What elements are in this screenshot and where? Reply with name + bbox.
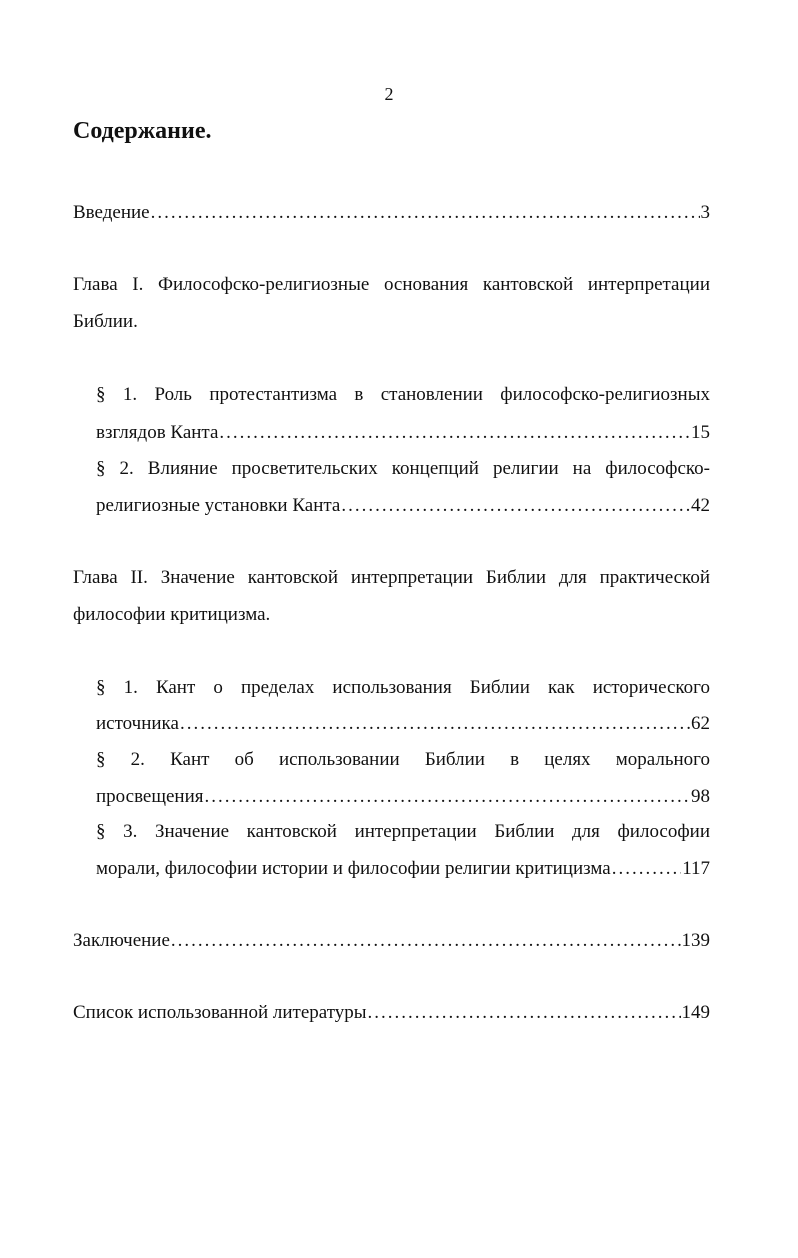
toc-entry-label: Заключение [73, 930, 170, 951]
toc-entry-ch2-s3[interactable] [96, 857, 710, 881]
toc-leader-dots [180, 712, 690, 736]
page-number: 2 [384, 84, 394, 104]
toc-entry-page: 117 [682, 858, 710, 879]
chapter-2-section-1-heading: § 1. Кант о пределах использования Библии как исторического [96, 677, 710, 698]
toc-entry-ch1-s2[interactable] [96, 494, 710, 518]
chapter-2-section-2-heading: § 2. Кант об использовании Библии в целях морального [96, 749, 710, 770]
toc-entry-label: морали, философии истории и философии религии критицизма [96, 858, 611, 879]
toc-leader-dots [341, 494, 690, 518]
toc-leader-dots [219, 421, 690, 445]
chapter-1-section-1-heading: § 1. Роль протестантизма в становлении философско-религиозных [96, 384, 710, 405]
page-title: Содержание. [73, 118, 212, 144]
toc-leader-dots [612, 857, 682, 881]
toc-entry-page: 139 [681, 930, 710, 951]
chapter-2-section-3-heading: § 3. Значение кантовской интерпретации Библии для философии [96, 821, 710, 842]
chapter-2-heading: Глава II. Значение кантовской интерпретации Библии для практической [73, 567, 710, 588]
toc-entry-page: 98 [691, 786, 710, 807]
toc-leader-dots [205, 785, 690, 809]
toc-entry-page: 15 [691, 422, 710, 443]
toc-leader-dots [171, 929, 681, 953]
toc-entry-label: Список использованной литературы [73, 1002, 367, 1023]
toc-entry-label: взглядов Канта [96, 422, 219, 443]
toc-entry-label: просвещения [96, 786, 204, 807]
toc-entry-page: 149 [681, 1002, 710, 1023]
toc-entry-ch2-s1[interactable] [96, 712, 710, 736]
toc-entry-page: 42 [691, 495, 710, 516]
chapter-2-heading-cont: философии критицизма. [73, 604, 271, 625]
chapter-1-section-2-heading: § 2. Влияние просветительских концепций религии на философско- [96, 458, 710, 479]
toc-entry-ch1-s1[interactable] [96, 421, 710, 445]
toc-leader-dots [151, 201, 700, 225]
toc-entry-conclusion[interactable] [73, 929, 710, 953]
toc-entry-page: 3 [700, 202, 710, 223]
toc-entry-label: источника [96, 713, 179, 734]
chapter-1-heading-cont: Библии. [73, 311, 138, 332]
toc-entry-label: Введение [73, 202, 150, 223]
chapter-1-heading: Глава I. Философско-религиозные основания кантовской интерпретации [73, 274, 710, 295]
toc-entry-introduction[interactable] [73, 201, 710, 225]
toc-leader-dots [368, 1001, 681, 1025]
toc-entry-label: религиозные установки Канта [96, 495, 341, 516]
toc-entry-ch2-s2[interactable] [96, 785, 710, 809]
toc-entry-page: 62 [691, 713, 710, 734]
toc-entry-bibliography[interactable] [73, 1001, 710, 1025]
